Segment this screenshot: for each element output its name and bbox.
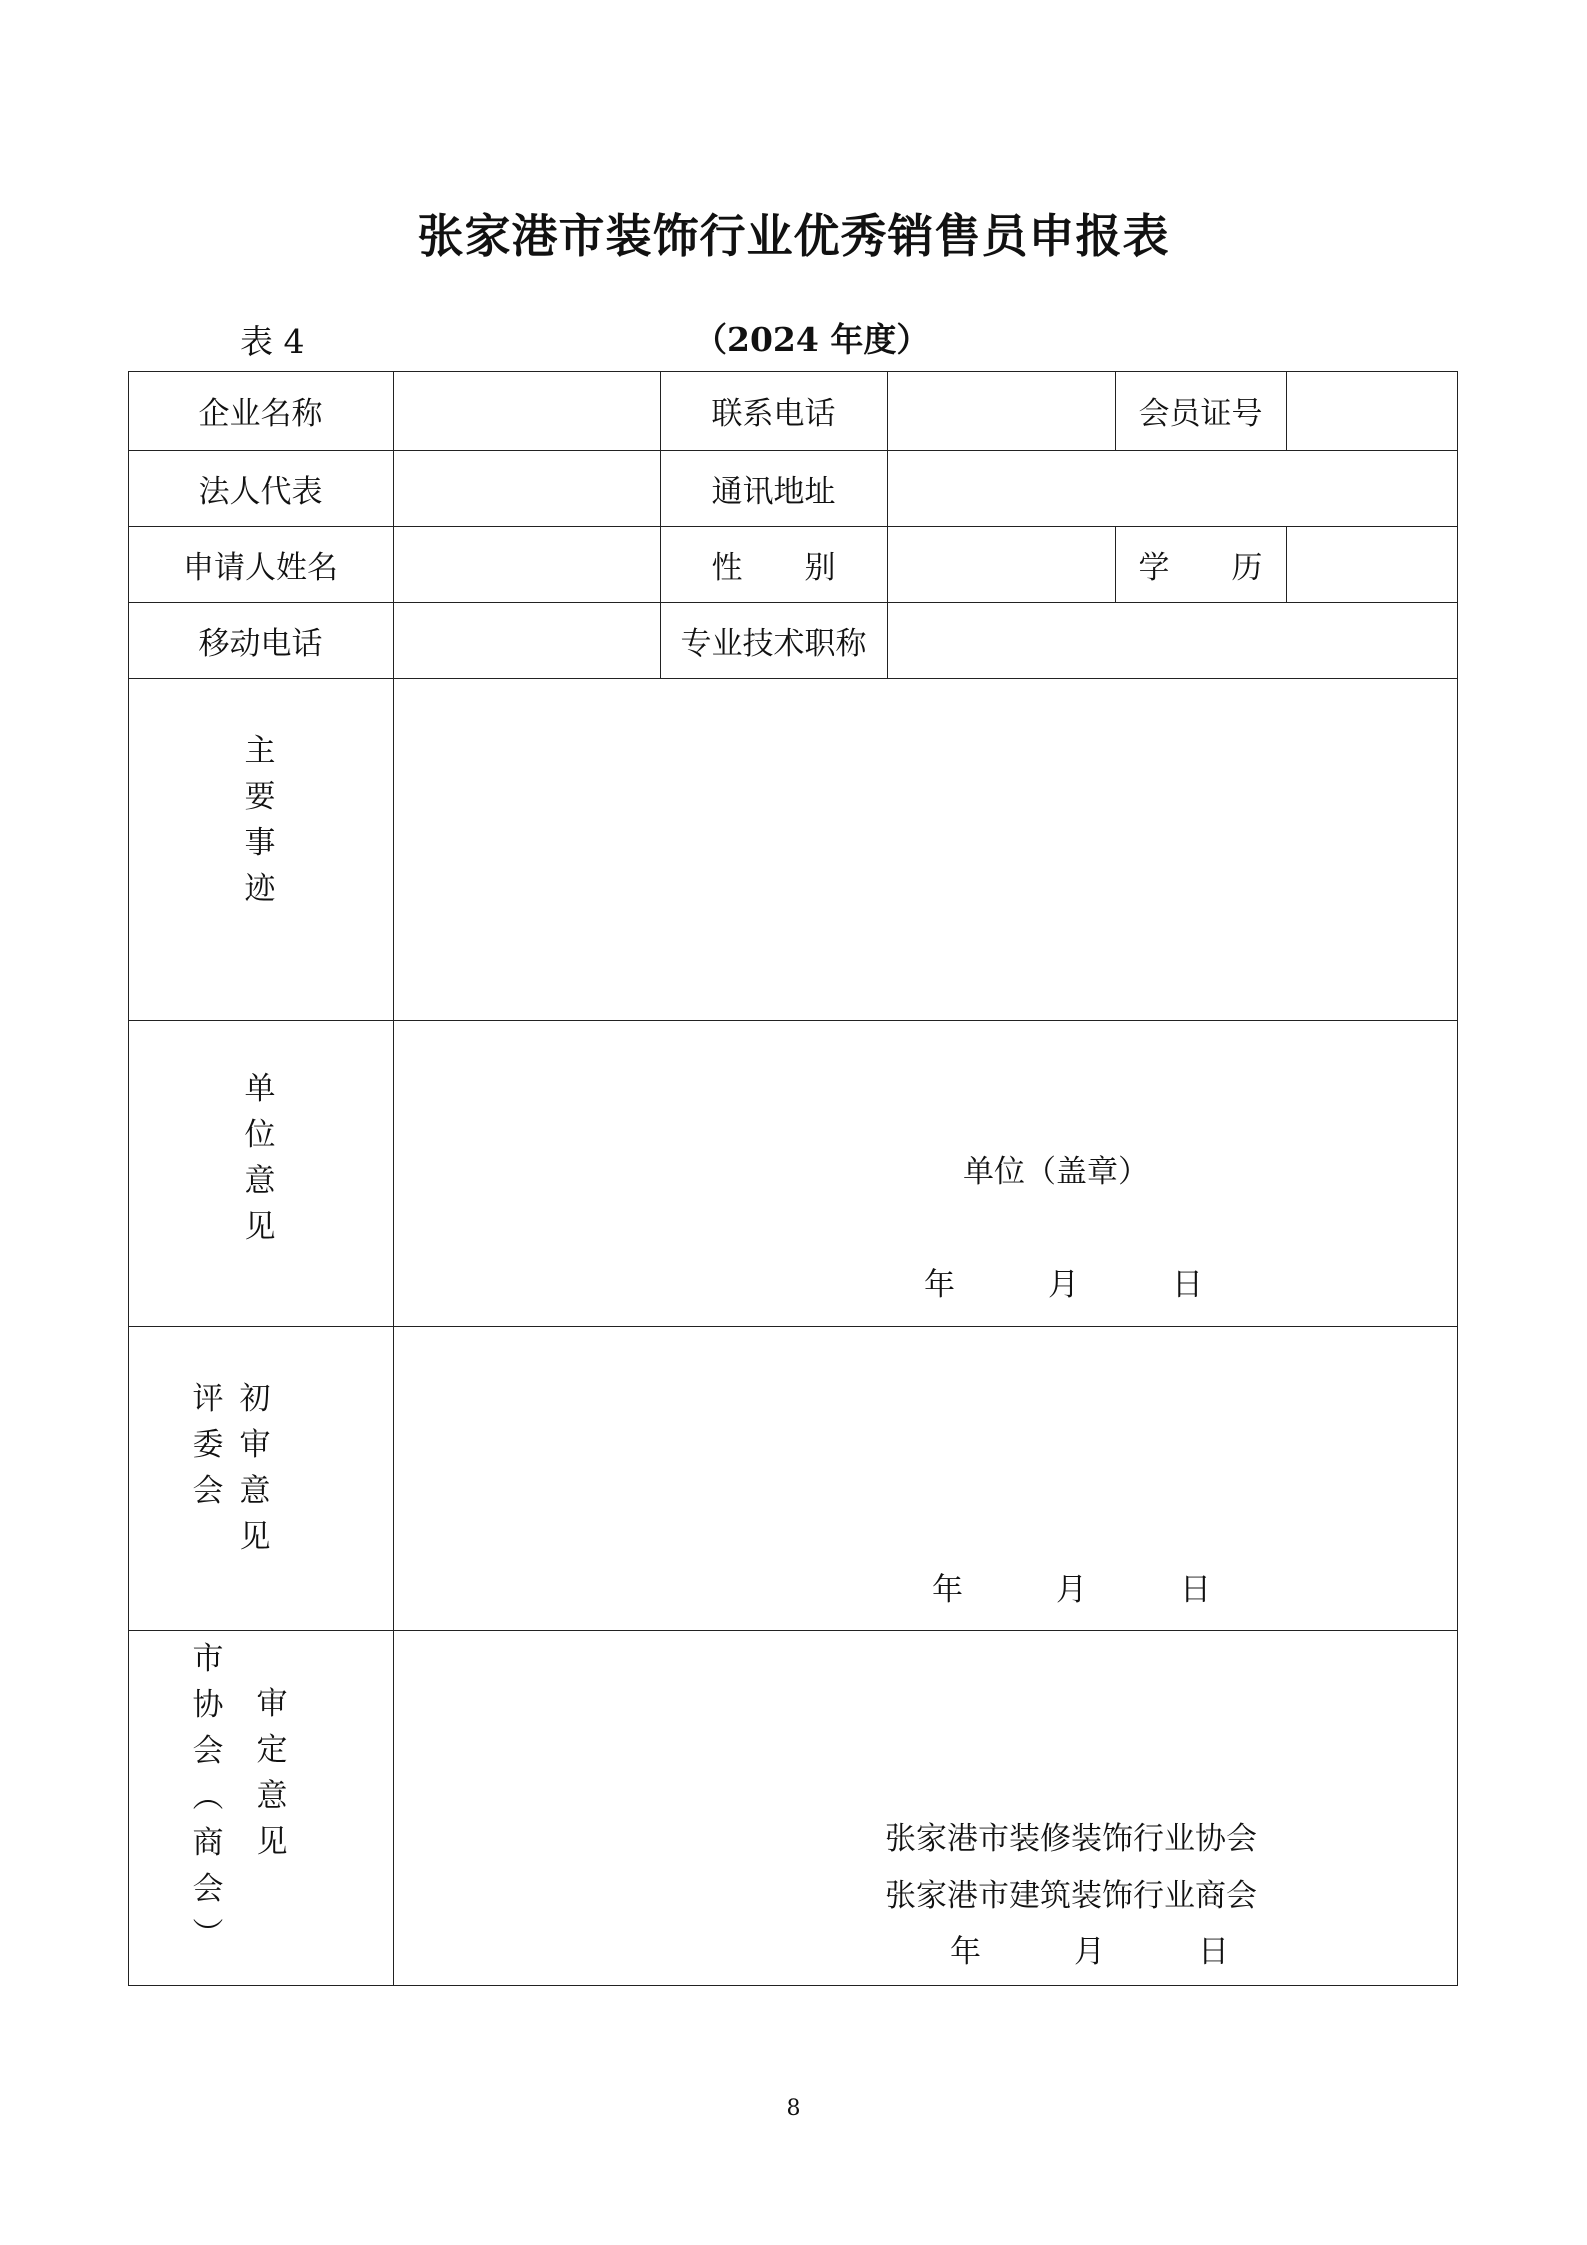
education-label: 学 历 [1138,549,1263,586]
unit-seal-text: 单位（盖章） [963,1154,1149,1190]
row-divider [128,678,1458,679]
main-deeds-label: 主 要 事 迹 [244,733,276,907]
final-review-label: 审 定 意 见 [256,1686,288,1860]
contact-phone-label: 联系电话 [711,396,836,432]
preliminary-review-label: 初 审 意 见 [239,1381,271,1555]
unit-date-line: 年 月 日 [924,1267,1203,1303]
company-name-label: 企业名称 [198,396,323,432]
member-number-label: 会员证号 [1138,396,1263,432]
legal-representative-label: 法人代表 [198,473,323,510]
page-number: 8 [786,2096,801,2121]
applicant-name-label: 申请人姓名 [183,549,338,586]
report-year: （2024 年度） [694,320,930,359]
form-title: 张家港市装饰行业优秀销售员申报表 [417,209,1170,263]
row-divider [128,1326,1458,1327]
unit-opinion-label: 单 位 意 见 [244,1071,276,1245]
city-association-label: 市 协 会 ︵ 商 会 ︶ [192,1641,224,1953]
column-divider [393,371,394,1986]
committee-label: 评 委 会 [192,1381,224,1509]
column-divider [1286,371,1287,450]
gender-label: 性 别 [711,549,836,586]
column-divider [887,371,888,678]
professional-title-label: 专业技术职称 [680,625,867,662]
association-date-line: 年 月 日 [950,1934,1229,1970]
association-name-2: 张家港市建筑装饰行业商会 [885,1878,1257,1914]
table-number: 表 4 [240,322,305,361]
row-divider [128,1020,1458,1021]
row-divider [128,1630,1458,1631]
column-divider [1286,526,1287,602]
mobile-phone-label: 移动电话 [198,625,323,662]
address-label: 通讯地址 [711,473,836,510]
committee-date-line: 年 月 日 [932,1572,1211,1608]
association-name-1: 张家港市装修装饰行业协会 [885,1821,1257,1857]
